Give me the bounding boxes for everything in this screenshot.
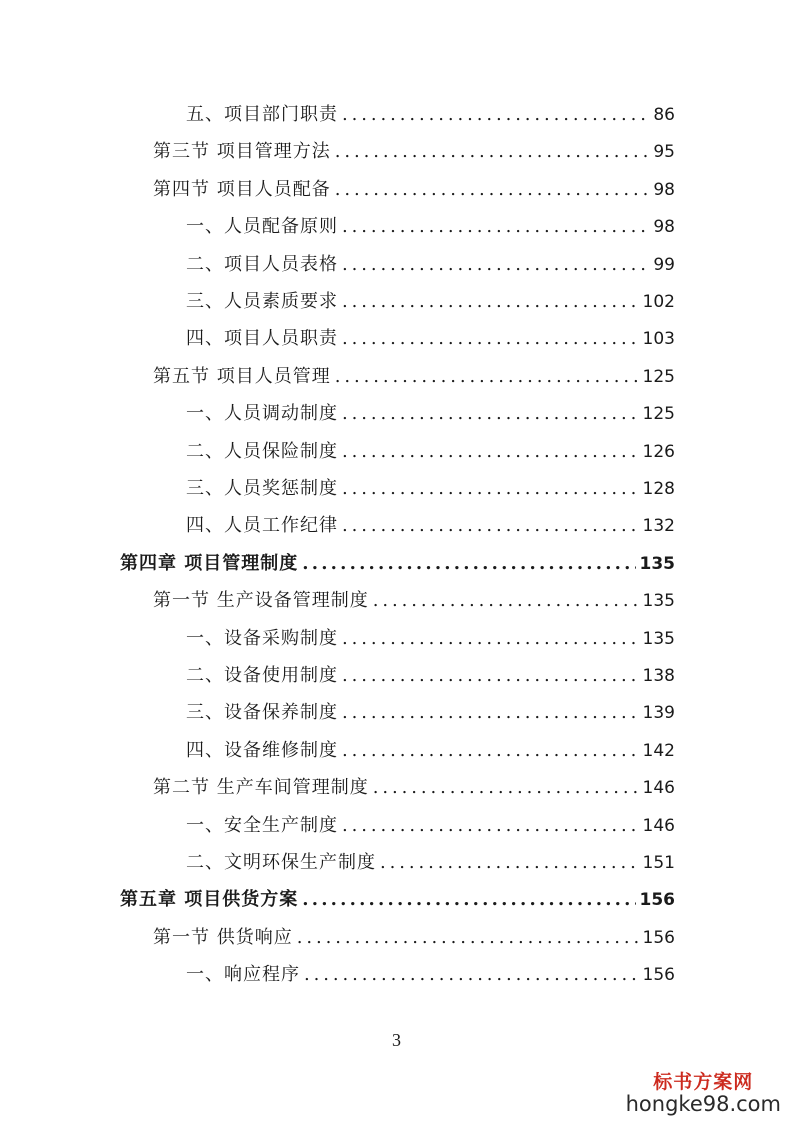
toc-entry-page: 156	[639, 890, 675, 911]
dot-leader	[373, 586, 639, 616]
watermark-title: 标书方案网	[653, 1071, 754, 1093]
toc-entry-label: 三、设备保养制度	[186, 702, 338, 724]
dot-leader	[342, 474, 639, 504]
toc-entry-label: 第五节 项目人员管理	[153, 365, 331, 387]
toc-entry-label: 第四节 项目人员配备	[153, 178, 331, 200]
toc-entry-label: 第一节 生产设备管理制度	[153, 590, 369, 612]
toc-entry-label: 第三节 项目管理方法	[153, 141, 331, 163]
toc-entry-page: 135	[639, 553, 675, 574]
toc-entry-label: 第四章 项目管理制度	[120, 552, 299, 574]
toc-entry-label: 二、设备使用制度	[186, 665, 338, 686]
toc-entry-label: 四、设备维修制度	[186, 739, 338, 761]
toc-entry-page: 132	[642, 516, 675, 537]
dot-leader	[335, 175, 650, 205]
toc-entry-page: 98	[653, 217, 675, 238]
dot-leader	[302, 885, 635, 915]
dot-leader	[342, 100, 649, 130]
toc-entry[interactable]	[186, 287, 675, 317]
toc-entry-label: 一、响应程序	[186, 964, 300, 986]
toc-entry-page: 146	[642, 778, 675, 799]
toc-entry-label: 一、人员调动制度	[186, 403, 338, 425]
toc-entry[interactable]	[153, 137, 675, 167]
toc-entry[interactable]	[186, 960, 675, 990]
toc-entry[interactable]	[186, 212, 675, 242]
watermark-url: hongke98.com	[625, 1092, 781, 1116]
toc-entry-page: 128	[642, 479, 675, 499]
toc-entry[interactable]	[186, 624, 675, 654]
toc-entry[interactable]	[186, 698, 675, 728]
toc-entry-page: 103	[642, 329, 675, 350]
dot-leader	[342, 698, 639, 728]
toc-entry-page: 156	[642, 927, 675, 948]
toc-entry-page: 102	[642, 292, 675, 312]
dot-leader	[342, 287, 639, 317]
toc-entry-label: 五、项目部门职责	[186, 104, 338, 125]
dot-leader	[342, 212, 649, 242]
toc-entry-label: 二、项目人员表格	[186, 253, 338, 275]
toc-entry-label: 二、文明环保生产制度	[186, 852, 376, 873]
toc-entry-label: 一、安全生产制度	[186, 814, 338, 836]
toc-entry[interactable]	[186, 811, 675, 841]
toc-entry-page: 151	[642, 853, 675, 873]
toc-entry[interactable]	[186, 736, 675, 766]
toc-entry[interactable]	[186, 511, 675, 541]
dot-leader	[342, 624, 639, 654]
dot-leader	[335, 137, 650, 167]
toc-entry-label: 四、人员工作纪律	[186, 515, 338, 537]
toc-entry-label: 第一节 供货响应	[153, 926, 293, 948]
toc-entry-page: 95	[653, 142, 675, 163]
toc-entry[interactable]	[153, 586, 675, 616]
dot-leader	[342, 661, 639, 691]
dot-leader	[342, 250, 649, 280]
toc-entry-label: 一、人员配备原则	[186, 216, 338, 238]
dot-leader	[297, 923, 639, 953]
toc-entry[interactable]	[186, 474, 675, 504]
dot-leader	[342, 324, 639, 354]
dot-leader	[304, 960, 639, 990]
toc-entry-page: 138	[642, 666, 675, 686]
toc-entry[interactable]	[153, 175, 675, 205]
toc-entry[interactable]	[186, 437, 675, 467]
dot-leader	[302, 549, 635, 579]
toc-entry-page: 98	[653, 179, 675, 200]
toc-entry[interactable]	[186, 250, 675, 280]
toc-entry-page: 135	[642, 628, 675, 649]
toc-entry-label: 第五章 项目供货方案	[120, 889, 299, 911]
dot-leader	[373, 773, 639, 803]
toc-entry[interactable]	[153, 923, 675, 953]
toc-entry[interactable]	[186, 100, 675, 130]
toc-chapter-entry[interactable]	[120, 549, 675, 579]
toc-entry-label: 三、人员素质要求	[186, 291, 338, 312]
toc-entry-page: 135	[642, 591, 675, 612]
toc-entry-page: 86	[653, 105, 675, 125]
toc-entry-label: 二、人员保险制度	[186, 440, 338, 462]
toc-entry-page: 126	[642, 441, 675, 462]
toc-entry-page: 125	[642, 404, 675, 425]
toc-entry-page: 142	[642, 740, 675, 761]
toc-entry[interactable]	[186, 661, 675, 691]
toc-entry[interactable]	[186, 399, 675, 429]
toc-entry[interactable]	[153, 362, 675, 392]
toc-entry-page: 146	[642, 815, 675, 836]
watermark-logo	[626, 1067, 781, 1116]
page-number: 3	[392, 1030, 401, 1050]
toc-entry-label: 一、设备采购制度	[186, 627, 338, 649]
toc-entry-label: 三、人员奖惩制度	[186, 478, 338, 499]
toc-entry-page: 139	[642, 703, 675, 724]
toc-entry-page: 125	[642, 366, 675, 387]
dot-leader	[342, 399, 639, 429]
toc-entry-page: 99	[653, 254, 675, 275]
dot-leader	[342, 511, 639, 541]
toc-entry-label: 四、项目人员职责	[186, 328, 338, 350]
toc-entry[interactable]	[186, 324, 675, 354]
toc-entry-page: 156	[642, 965, 675, 986]
toc-entry[interactable]	[153, 773, 675, 803]
dot-leader	[335, 362, 639, 392]
dot-leader	[342, 736, 639, 766]
dot-leader	[342, 437, 639, 467]
toc-entry-label: 第二节 生产车间管理制度	[153, 777, 369, 799]
dot-leader	[380, 848, 639, 878]
toc-chapter-entry[interactable]	[120, 885, 675, 915]
toc-entry[interactable]	[186, 848, 675, 878]
dot-leader	[342, 811, 639, 841]
